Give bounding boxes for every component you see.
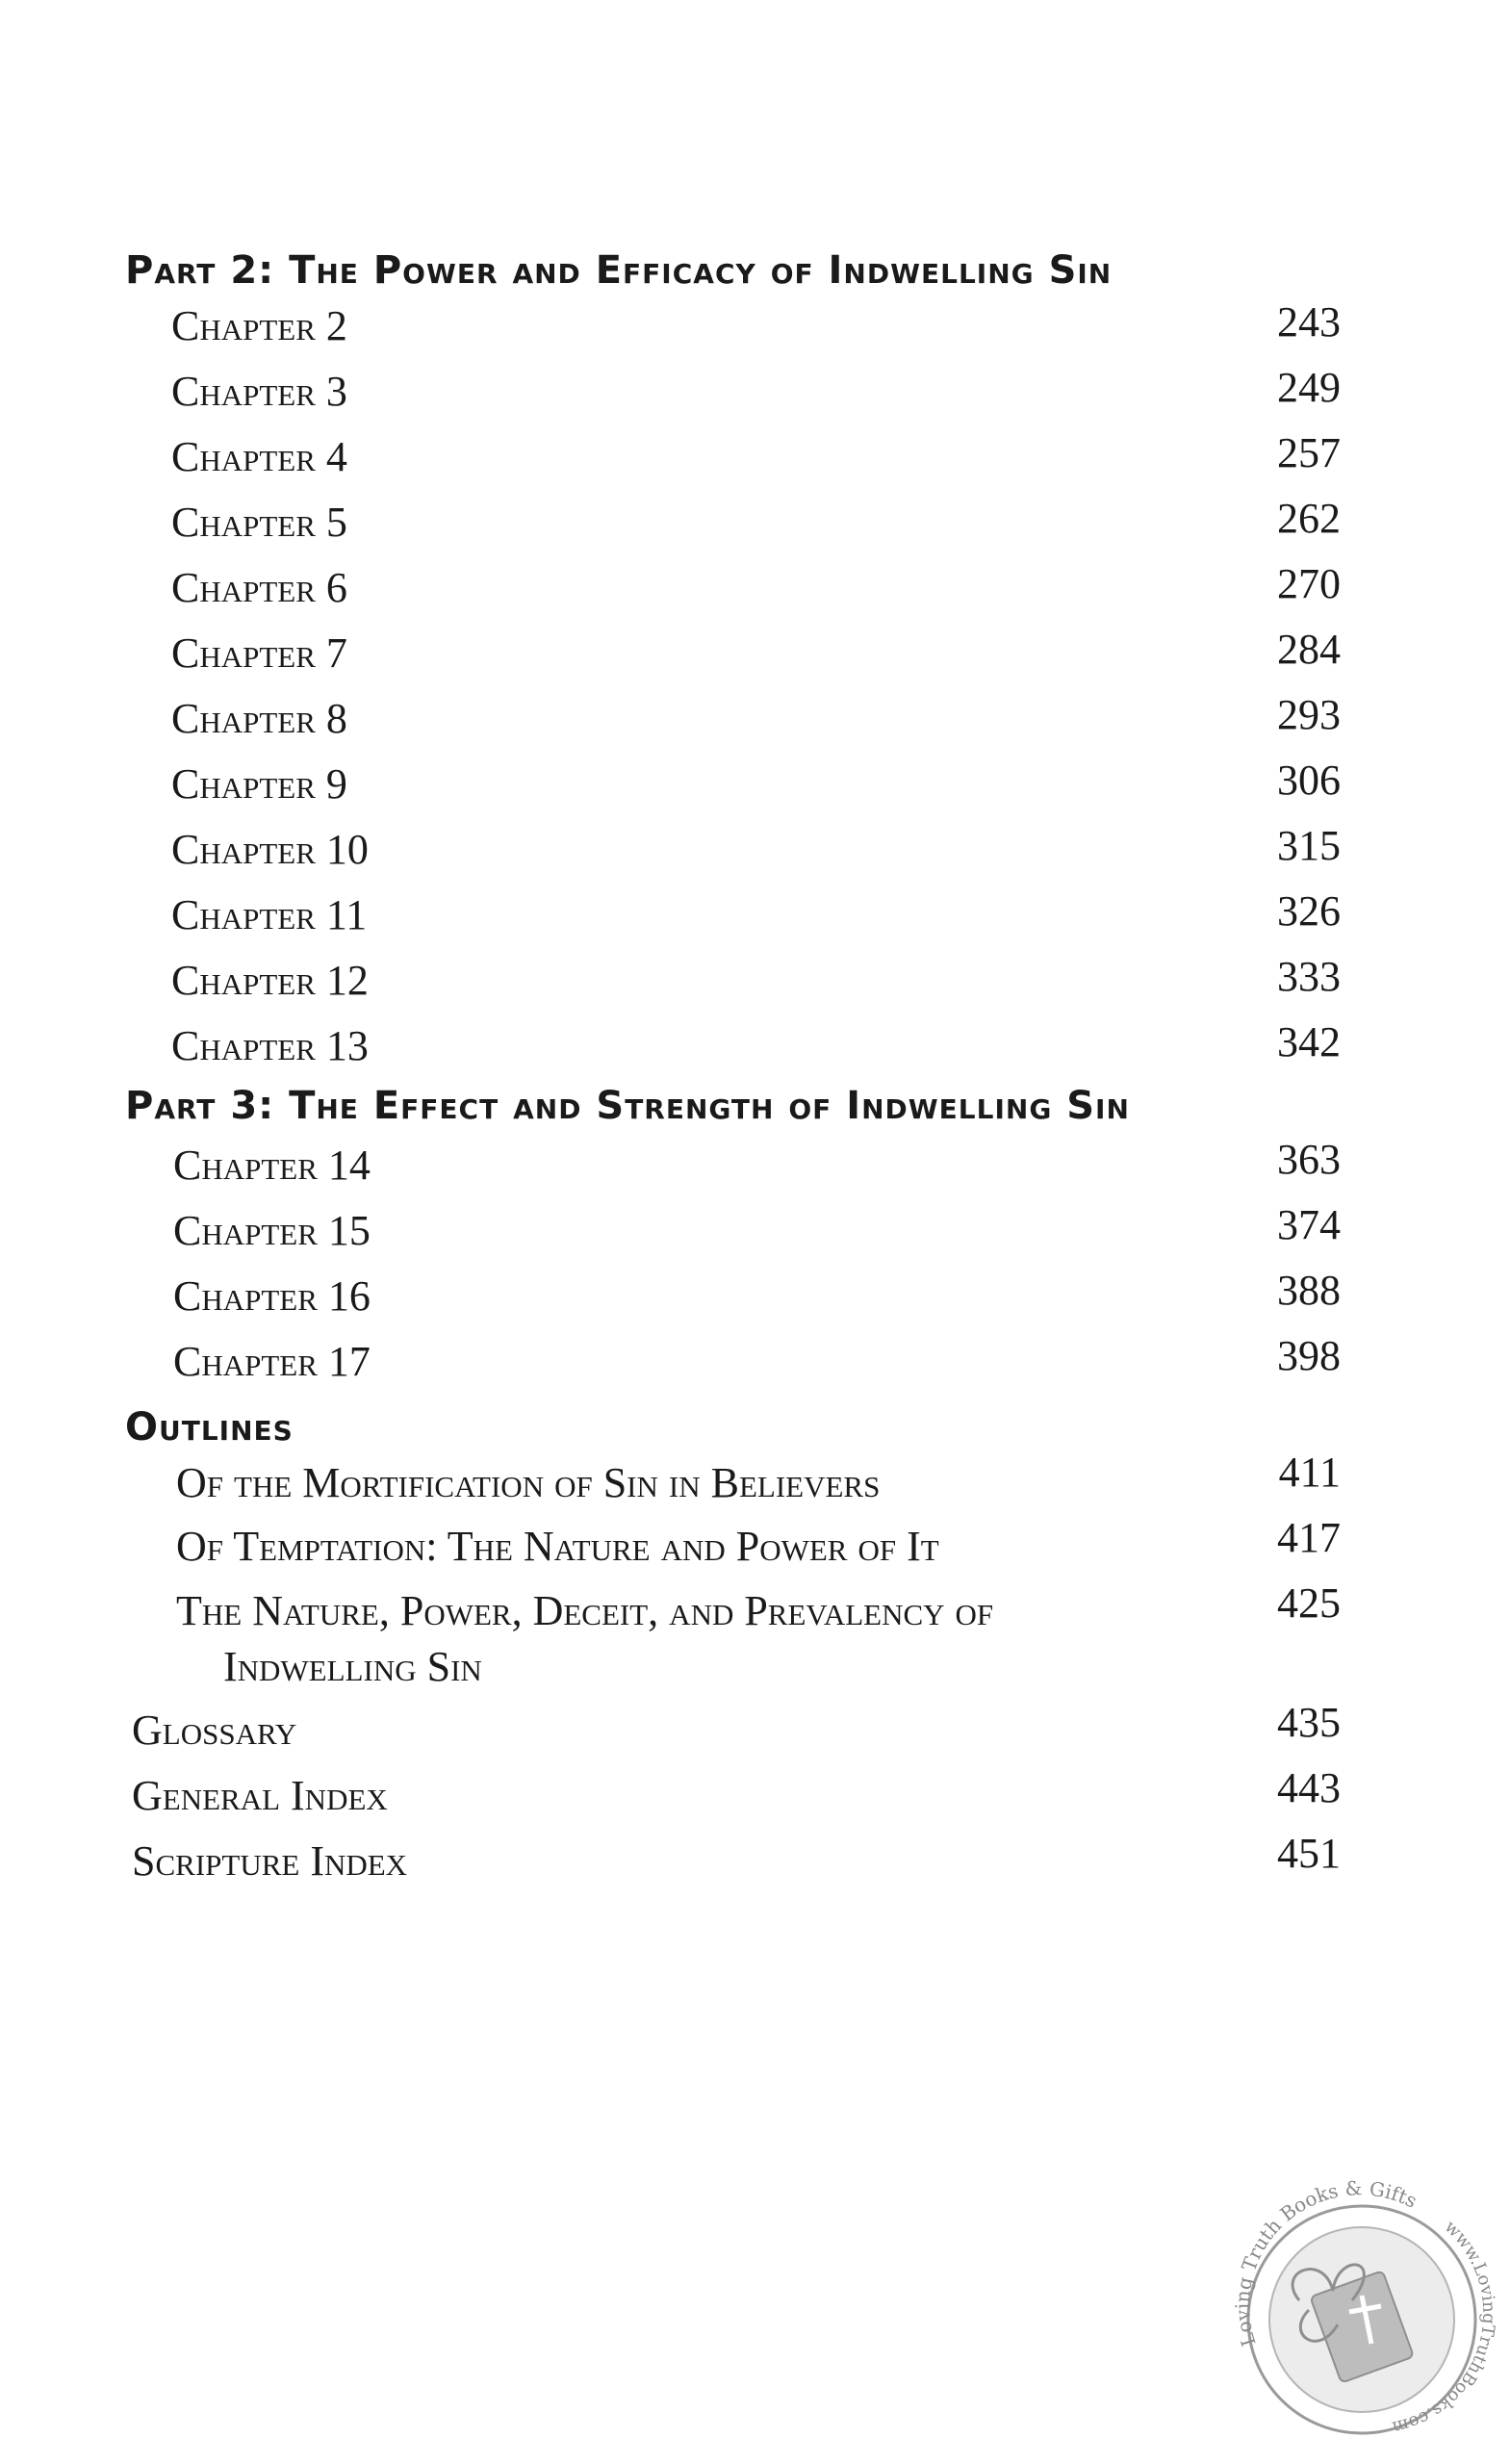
page-number: 249: [1277, 364, 1341, 411]
toc-entry-outline-indwelling-sin: The Nature, Power, Deceit, and Prevalency of: [176, 1587, 994, 1634]
page-number: 425: [1277, 1579, 1341, 1627]
page-number: 333: [1277, 953, 1341, 1000]
toc-entry-chapter-3: Chapter 3: [171, 368, 347, 415]
toc-entry-chapter-8: Chapter 8: [171, 695, 347, 742]
part-2-heading: Part 2: The Power and Efficacy of Indwelling Sin: [125, 248, 1113, 293]
page-number: 451: [1277, 1830, 1341, 1877]
page-number: 262: [1277, 495, 1341, 542]
toc-entry-outline-mortification: Of the Mortification of Sin in Believers: [176, 1459, 881, 1506]
toc-entry-outline-temptation: Of Temptation: The Nature and Power of It: [176, 1523, 939, 1570]
page-number: 388: [1277, 1267, 1341, 1314]
page-number: 284: [1277, 626, 1341, 673]
page-number: 326: [1277, 887, 1341, 935]
toc-entry-chapter-13: Chapter 13: [171, 1022, 369, 1069]
page-number: 374: [1277, 1201, 1341, 1248]
page-number: 398: [1277, 1332, 1341, 1379]
toc-entry-chapter-2: Chapter 2: [171, 302, 347, 349]
page-number: 306: [1277, 757, 1341, 804]
toc-entry-outline-indwelling-sin-continued: Indwelling Sin: [223, 1643, 482, 1690]
page-number: 417: [1277, 1514, 1341, 1561]
page-number: 270: [1277, 560, 1341, 607]
toc-entry-general-index: General Index: [132, 1772, 388, 1819]
toc-entry-chapter-9: Chapter 9: [171, 760, 347, 808]
outlines-heading: Outlines: [125, 1405, 294, 1450]
toc-entry-chapter-6: Chapter 6: [171, 564, 347, 611]
toc-entry-chapter-4: Chapter 4: [171, 433, 347, 480]
toc-entry-chapter-14: Chapter 14: [173, 1142, 371, 1189]
toc-entry-chapter-15: Chapter 15: [173, 1207, 371, 1254]
page-number: 243: [1277, 298, 1341, 346]
page-number: 435: [1277, 1699, 1341, 1746]
page-number: 257: [1277, 429, 1341, 476]
page-number: 443: [1277, 1764, 1341, 1811]
page-number: 315: [1277, 822, 1341, 869]
watermark-text-right: www.LovingTruthBooks.com: [1390, 2217, 1499, 2438]
part-3-heading: Part 3: The Effect and Strength of Indwelling Sin: [125, 1084, 1130, 1128]
watermark-text-top: Loving Truth Books & Gifts: [1230, 2176, 1421, 2349]
toc-entry-chapter-10: Chapter 10: [171, 826, 369, 873]
toc-entry-chapter-16: Chapter 16: [173, 1272, 371, 1320]
toc-entry-glossary: Glossary: [132, 1707, 297, 1754]
page-number: 411: [1278, 1449, 1341, 1496]
toc-entry-chapter-11: Chapter 11: [171, 891, 368, 938]
toc-entry-chapter-17: Chapter 17: [173, 1338, 371, 1385]
toc-entry-chapter-5: Chapter 5: [171, 499, 347, 546]
watermark-stamp: [1217, 2166, 1506, 2454]
page-number: 363: [1277, 1136, 1341, 1183]
toc-entry-scripture-index: Scripture Index: [132, 1837, 408, 1885]
page-number: 293: [1277, 691, 1341, 738]
toc-entry-chapter-7: Chapter 7: [171, 629, 347, 677]
page-number: 342: [1277, 1018, 1341, 1065]
toc-entry-chapter-12: Chapter 12: [171, 957, 369, 1004]
